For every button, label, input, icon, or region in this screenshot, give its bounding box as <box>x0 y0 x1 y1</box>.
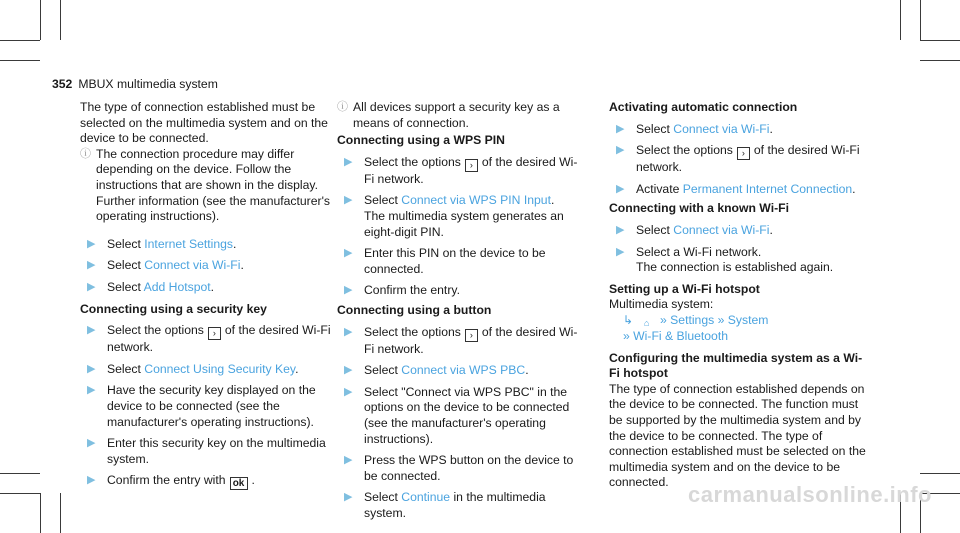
arrow-right-icon: ▶ <box>344 385 353 398</box>
home-icon[interactable]: ⌂ <box>643 317 650 328</box>
step-item: ▶ Select Connect via Wi-Fi. <box>80 258 332 274</box>
crop-mark <box>60 0 61 40</box>
menu-link-connect-wifi[interactable]: Connect via Wi-Fi <box>673 121 770 136</box>
crop-mark <box>40 0 41 40</box>
step-item: ▶ Enter this PIN on the device to be connected. <box>337 246 585 277</box>
multimedia-label: Multimedia system: <box>609 297 714 312</box>
section-heading: Connecting using a WPS PIN <box>337 133 505 148</box>
arrow-right-icon: ▶ <box>87 237 96 250</box>
menu-link-security-key[interactable]: Connect Using Security Key <box>144 361 296 376</box>
menu-link-add-hotspot[interactable]: Add Hotspot <box>143 279 211 294</box>
step-item: ▶ Select Connect via Wi-Fi. <box>609 223 869 239</box>
menu-path <box>623 313 869 329</box>
page-title: MBUX multimedia system <box>78 77 218 91</box>
menu-link-permanent-connection[interactable]: Permanent Internet Connection <box>682 181 853 196</box>
crop-mark <box>920 40 960 41</box>
arrow-right-icon: ▶ <box>616 223 625 236</box>
menu-link-connect-wifi[interactable]: Connect via Wi-Fi <box>673 222 770 237</box>
section-heading: Connecting using a security key <box>80 301 267 316</box>
chevron-right-icon: › <box>737 147 750 160</box>
crop-mark <box>0 60 40 61</box>
step-item: ▶ Select Connect via WPS PBC. <box>337 363 585 379</box>
arrow-right-icon: ▶ <box>344 194 353 207</box>
step-item: ▶ Confirm the entry with ok . <box>80 473 332 490</box>
body-text: The type of connection established depends on the device to be connected. The function must be supported by the multimedia system and by the device to be connected. The type of connection established must be selected on the multimedia system and on the device to be connected. <box>609 381 866 490</box>
arrow-right-icon: ▶ <box>616 144 625 157</box>
column-1 <box>80 100 332 490</box>
arrow-right-icon: ▶ <box>344 325 353 338</box>
watermark: carmanualsonline.info <box>688 482 932 508</box>
step-item: ▶ Confirm the entry. <box>337 283 585 299</box>
step-item: ▶ Select Connect via Wi-Fi. <box>609 122 869 138</box>
section-heading: Configuring the multimedia system as a Wi-Fi hotspot <box>609 350 863 381</box>
step-item: ▶ Activate Permanent Internet Connection. <box>609 182 869 198</box>
path-separator-icon: » <box>660 312 667 327</box>
info-icon: ⓘ <box>337 101 348 113</box>
info-icon: ⓘ <box>80 147 91 160</box>
crop-mark <box>920 60 960 61</box>
chevron-right-icon: › <box>208 327 221 340</box>
step-item: ▶ Enter this security key on the multimedia system. <box>80 436 332 467</box>
intro-text: The type of connection established must be selected on the multimedia system and on the device to be connected. <box>80 100 328 146</box>
return-arrow-icon: ↳ <box>623 312 634 327</box>
note-text: All devices support a security key as a means of connection. <box>353 100 560 130</box>
section-heading: Activating automatic connection <box>609 100 798 114</box>
crop-mark <box>920 473 960 474</box>
step-item: ▶ Select "Connect via WPS PBC" in the options on the device to be connected (see the manufacturer's operating instructions). <box>337 385 585 447</box>
note-text: The connection procedure may differ depending on the device. Follow the instructions that are shown in the display. Further information (see the manufacturer's operating instructions). <box>96 146 330 224</box>
menu-link-settings[interactable]: Settings <box>670 312 715 327</box>
column-2 <box>337 100 585 521</box>
step-item: ▶ Select Add Hotspot. <box>80 280 332 296</box>
step-item: ▶ Have the security key displayed on the device to be connected (see the manufacturer's operating instructions). <box>80 383 332 430</box>
path-separator-icon: » <box>623 328 630 343</box>
step-item: ▶ Select Connect Using Security Key. <box>80 362 332 378</box>
arrow-right-icon: ▶ <box>87 437 96 450</box>
column-3 <box>609 100 869 491</box>
step-item: ▶ Select the options › of the desired Wi-Fi network. <box>80 323 332 356</box>
arrow-right-icon: ▶ <box>344 454 353 467</box>
step-item: ▶ Select Internet Settings. <box>80 237 332 253</box>
section-heading: Connecting using a button <box>337 302 492 317</box>
page-header <box>52 77 218 93</box>
arrow-right-icon: ▶ <box>87 280 96 293</box>
menu-link-continue[interactable]: Continue <box>401 490 451 505</box>
step-item: ▶ Select the options › of the desired Wi-Fi network. <box>337 155 585 188</box>
chevron-right-icon: › <box>465 159 478 172</box>
crop-mark <box>920 0 921 40</box>
menu-path <box>623 329 869 345</box>
menu-link-system[interactable]: System <box>727 312 769 327</box>
path-separator-icon: » <box>717 312 725 327</box>
menu-link-wifi-bluetooth[interactable]: Wi-Fi & Bluetooth <box>633 328 728 343</box>
step-item: ▶ Press the WPS button on the device to be connected. <box>337 453 585 484</box>
crop-mark <box>0 473 40 474</box>
crop-mark <box>0 40 40 41</box>
arrow-right-icon: ▶ <box>87 362 96 375</box>
arrow-right-icon: ▶ <box>87 259 96 272</box>
step-item: ▶ Select Connect via WPS PIN Input. The multimedia system generates an eight-digit PIN. <box>337 193 585 240</box>
crop-mark <box>60 493 61 533</box>
section-heading: Setting up a Wi-Fi hotspot <box>609 281 760 296</box>
arrow-right-icon: ▶ <box>344 284 353 297</box>
arrow-right-icon: ▶ <box>87 384 96 397</box>
step-item: ▶ Select the options › of the desired Wi-Fi network. <box>337 325 585 358</box>
menu-link-connect-wifi[interactable]: Connect via Wi-Fi <box>144 258 241 273</box>
menu-link-wps-pbc[interactable]: Connect via WPS PBC <box>401 363 526 378</box>
page-number: 352 <box>52 77 73 91</box>
ok-button-icon: ok <box>230 477 248 490</box>
arrow-right-icon: ▶ <box>87 324 96 337</box>
section-heading: Connecting with a known Wi-Fi <box>609 201 789 216</box>
crop-mark <box>40 493 41 533</box>
menu-link-internet-settings[interactable]: Internet Settings <box>144 236 234 251</box>
step-item: ▶ Select Continue in the multimedia system. <box>337 490 585 521</box>
note <box>337 100 585 131</box>
arrow-right-icon: ▶ <box>344 155 353 168</box>
arrow-right-icon: ▶ <box>344 364 353 377</box>
menu-link-wps-pin[interactable]: Connect via WPS PIN Input <box>401 193 551 208</box>
arrow-right-icon: ▶ <box>616 182 625 195</box>
step-item: ▶ Select the options › of the desired Wi-Fi network. <box>609 143 869 176</box>
crop-mark <box>0 493 40 494</box>
crop-mark <box>900 0 901 40</box>
arrow-right-icon: ▶ <box>616 245 625 258</box>
arrow-right-icon: ▶ <box>344 247 353 260</box>
arrow-right-icon: ▶ <box>344 491 353 504</box>
step-item: ▶ Select a Wi-Fi network. The connection is established again. <box>609 245 869 276</box>
arrow-right-icon: ▶ <box>87 474 96 487</box>
arrow-right-icon: ▶ <box>616 122 625 135</box>
chevron-right-icon: › <box>465 329 478 342</box>
note <box>80 147 332 225</box>
